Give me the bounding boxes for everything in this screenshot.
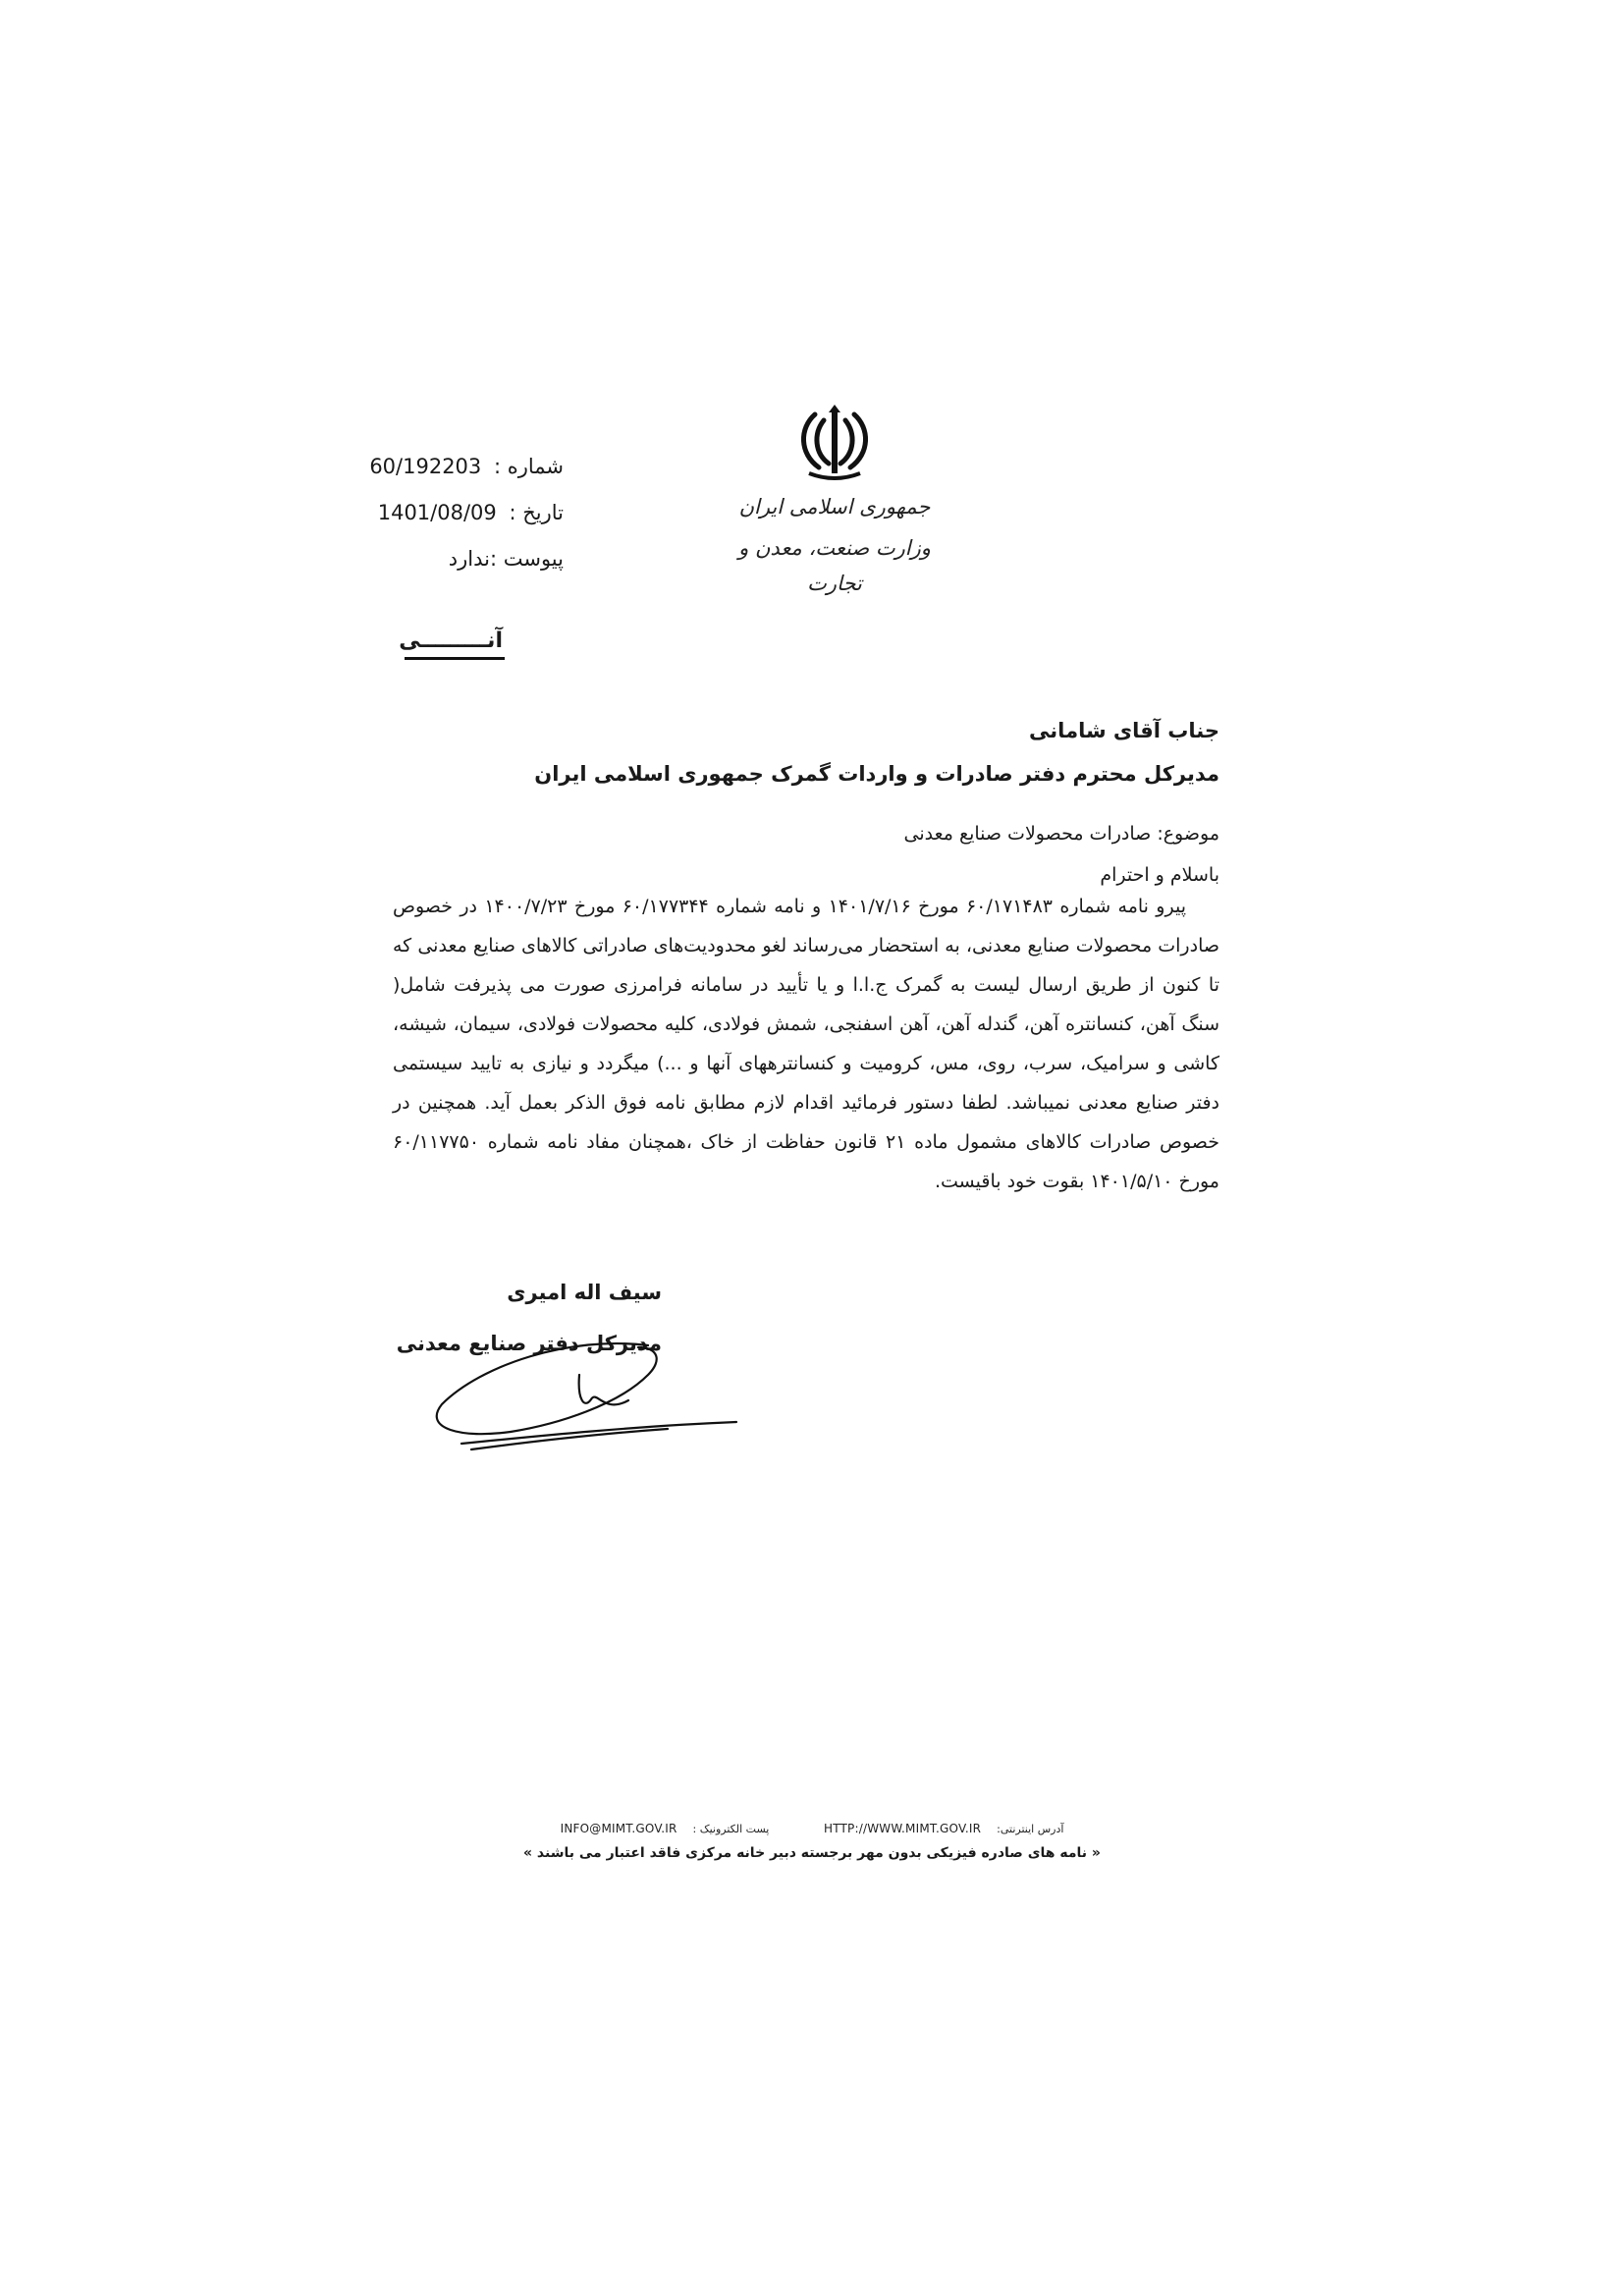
website-label: آدرس اینترنتی: — [997, 1823, 1064, 1835]
signer-title: مدیرکل دفتر صنایع معدنی — [396, 1332, 662, 1355]
website-value: HTTP://WWW.MIMT.GOV.IR — [823, 1822, 982, 1835]
validity-notice: « نامه های صادره فیزیکی بدون مهر برجسته دبیر خانه مرکزی فاقد اعتبار می باشند » — [523, 1845, 1101, 1861]
letter-number-label: شماره : — [493, 455, 564, 478]
page-footer — [0, 1822, 1624, 1861]
signer-name: سیف اله امیری — [507, 1281, 662, 1304]
email-label: پست الکترونیک : — [692, 1823, 770, 1835]
letter-number-value: 60/192203 — [369, 455, 482, 478]
recipient-title: مدیرکل محترم دفتر صادرات و واردات گمرک جمهوری اسلامی ایران — [534, 762, 1219, 786]
letter-date-row — [308, 490, 564, 536]
recipient-block — [534, 709, 1219, 795]
letter-date-value: 1401/08/09 — [377, 501, 497, 524]
ministry-emblem-block — [736, 403, 933, 595]
body-paragraph: پیرو نامه شماره ۶۰/۱۷۱۴۸۳ مورخ ۱۴۰۱/۷/۱۶ و نامه شماره ۶۰/۱۷۷۳۴۴ مورخ ۱۴۰۰/۷/۲۳ در خصوص صادرات محصولات صنایع معدنی، به استحضار می‌رساند لغو محدودیت‌های صادراتی کالاهای صنایع معدنی که تا کنون از طریق ارسال لیست به گمرک ج.ا.ا و یا تأیید در سامانه فرامرزی صورت می پذیرفت شامل( سنگ آهن، کنسانتره آهن، گندله آهن، آهن اسفنجی، شمش فولادی، کلیه محصولات فولادی، سیمان، شیشه، کاشی و سرامیک، سرب، روی، مس، کرومیت و کنسانترههای آنها و ...) میگردد و نیازی به تایید سیستمی دفتر صنایع معدنی نمیباشد. لطفا دستور فرمائید اقدام لازم مطابق نامه فوق الذکر بعمل آید. همچنین در خصوص صادرات کالاهای مشمول ماده ۲۱ قانون حفاظت از خاک ،همچنان مفاد نامه شماره ۶۰/۱۱۷۷۵۰ مورخ ۱۴۰۱/۵/۱۰ بقوت خود باقیست. — [393, 896, 1219, 1192]
emblem-line-1: جمهوری اسلامی ایران — [738, 495, 931, 519]
email-value: INFO@MIMT.GOV.IR — [560, 1822, 677, 1835]
letter-metadata — [308, 444, 564, 582]
subject-block — [903, 813, 1219, 896]
emblem-line-2: وزارت صنعت، معدن و تجارت — [738, 536, 931, 595]
attachment-row: پیوست :ندارد — [448, 547, 564, 571]
subject-line: موضوع: صادرات محصولات صنایع معدنی — [903, 823, 1219, 845]
urgency-mark: آنـــــــــی — [405, 629, 505, 660]
handwritten-signature — [422, 1306, 746, 1463]
contact-line — [0, 1822, 1624, 1835]
letter-date-label: تاریخ : — [509, 501, 564, 524]
letter-body — [393, 887, 1219, 1201]
greeting-line: باسلام و احترام — [1100, 864, 1219, 886]
recipient-name: جناب آقای شامانی — [1029, 719, 1219, 742]
letter-number-row — [308, 444, 564, 490]
iran-emblem-icon — [795, 403, 874, 483]
